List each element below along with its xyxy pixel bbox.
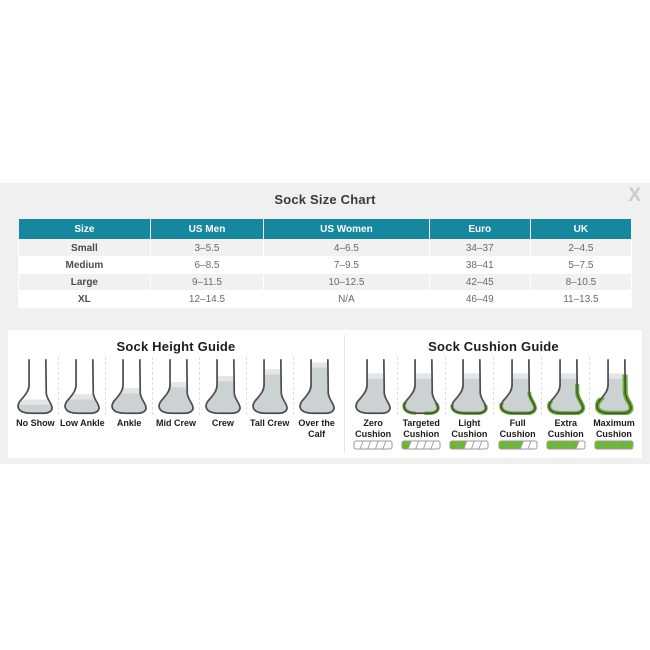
sock-cushion-guide xyxy=(345,330,642,458)
sock-mid-crew-icon xyxy=(157,359,196,415)
height-guide-title: Sock Height Guide xyxy=(116,339,236,354)
height-item-label: Crew xyxy=(211,418,234,428)
cushion-item-full-cushion xyxy=(494,357,542,458)
cushion-item-maximum-cushion xyxy=(590,357,638,458)
size-value-cell: 11–13.5 xyxy=(530,291,631,308)
sock-low-ankle-icon xyxy=(63,359,102,415)
height-item-label: Tall Crew xyxy=(250,418,290,428)
size-value-cell: 9–11.5 xyxy=(150,274,263,291)
cushion-meter xyxy=(401,440,441,450)
size-value-cell: 42–45 xyxy=(429,274,530,291)
cushion-item-label: Targeted Cushion xyxy=(402,418,440,439)
sock-tall-crew-icon xyxy=(251,359,290,415)
height-item-ankle xyxy=(106,357,153,458)
size-table xyxy=(18,218,632,308)
cushion-item-label: Extra Cushion xyxy=(547,418,584,439)
height-item-mid-crew xyxy=(153,357,200,458)
size-row-xl xyxy=(19,291,632,308)
size-value-cell: 34–37 xyxy=(429,240,530,257)
size-name-cell: XL xyxy=(19,291,151,308)
sock-ankle-icon xyxy=(110,359,149,415)
size-value-cell: 5–7.5 xyxy=(530,257,631,274)
sock-icon-box xyxy=(493,357,542,415)
sock-targeted-cushion-icon xyxy=(402,359,441,415)
sock-icon-box xyxy=(58,357,106,415)
column-header-uk: UK xyxy=(530,219,631,240)
sock-icon-box xyxy=(397,357,446,415)
height-item-label: Ankle xyxy=(116,418,142,428)
height-item-over-the-calf xyxy=(293,357,340,458)
sock-icon-box xyxy=(12,357,59,415)
size-value-cell: 10–12.5 xyxy=(264,274,430,291)
height-item-crew xyxy=(199,357,246,458)
size-row-medium xyxy=(19,257,632,274)
sock-full-cushion-icon xyxy=(499,359,538,415)
cushion-item-zero-cushion xyxy=(349,357,397,458)
height-item-no-show xyxy=(12,357,59,458)
column-header-euro: Euro xyxy=(429,219,530,240)
sock-icon-box xyxy=(541,357,590,415)
size-name-cell: Medium xyxy=(19,257,151,274)
size-table-header-row xyxy=(19,219,632,240)
modal-title: Sock Size Chart xyxy=(274,192,376,207)
sock-icon-box xyxy=(293,357,341,415)
height-item-label: Mid Crew xyxy=(156,418,197,428)
cushion-item-light-cushion xyxy=(445,357,493,458)
column-header-size: Size xyxy=(19,219,151,240)
guides-panel xyxy=(8,330,642,458)
sock-icon-box xyxy=(152,357,200,415)
sock-icon-box xyxy=(349,357,397,415)
sock-crew-icon xyxy=(204,359,243,415)
cushion-guide-title: Sock Cushion Guide xyxy=(428,339,559,354)
cushion-item-targeted-cushion xyxy=(397,357,445,458)
size-value-cell: 6–8.5 xyxy=(150,257,263,274)
column-header-us-women: US Women xyxy=(264,219,430,240)
height-item-low-ankle xyxy=(59,357,106,458)
close-icon[interactable]: X xyxy=(628,185,641,206)
size-value-cell: 4–6.5 xyxy=(264,240,430,257)
sock-extra-cushion-icon xyxy=(547,359,586,415)
cushion-meter xyxy=(594,440,634,450)
sock-no-show-icon xyxy=(16,359,55,415)
cushion-meter xyxy=(498,440,538,450)
sock-icon-box xyxy=(246,357,294,415)
size-value-cell: 3–5.5 xyxy=(150,240,263,257)
size-value-cell: 46–49 xyxy=(429,291,530,308)
size-value-cell: 8–10.5 xyxy=(530,274,631,291)
size-value-cell: 2–4.5 xyxy=(530,240,631,257)
cushion-meter xyxy=(353,440,393,450)
sock-height-guide xyxy=(8,330,344,458)
sock-icon-box xyxy=(445,357,494,415)
sock-over-the-calf-icon xyxy=(298,359,337,415)
size-value-cell: N/A xyxy=(264,291,430,308)
sock-maximum-cushion-icon xyxy=(595,359,634,415)
sock-zero-cushion-icon xyxy=(354,359,393,415)
size-value-cell: 7–9.5 xyxy=(264,257,430,274)
size-row-large xyxy=(19,274,632,291)
height-item-label: No Show xyxy=(16,418,55,428)
size-row-small xyxy=(19,240,632,257)
sock-icon-box xyxy=(199,357,247,415)
column-header-us-men: US Men xyxy=(150,219,263,240)
cushion-meter xyxy=(546,440,586,450)
sock-light-cushion-icon xyxy=(450,359,489,415)
cushion-item-label: Light Cushion xyxy=(451,418,488,439)
size-name-cell: Large xyxy=(19,274,151,291)
size-value-cell: 12–14.5 xyxy=(150,291,263,308)
size-name-cell: Small xyxy=(19,240,151,257)
size-value-cell: 38–41 xyxy=(429,257,530,274)
height-item-label: Low Ankle xyxy=(59,418,105,428)
cushion-meter xyxy=(449,440,489,450)
cushion-item-label: Full Cushion xyxy=(499,418,536,439)
size-chart-modal xyxy=(0,183,650,464)
height-item-tall-crew xyxy=(246,357,293,458)
sock-icon-box xyxy=(589,357,638,415)
cushion-item-label: Zero Cushion xyxy=(355,418,392,439)
cushion-item-label: Maximum Cushion xyxy=(593,418,635,439)
height-item-label: Over the Calf xyxy=(298,418,335,439)
cushion-item-extra-cushion xyxy=(542,357,590,458)
sock-icon-box xyxy=(105,357,153,415)
